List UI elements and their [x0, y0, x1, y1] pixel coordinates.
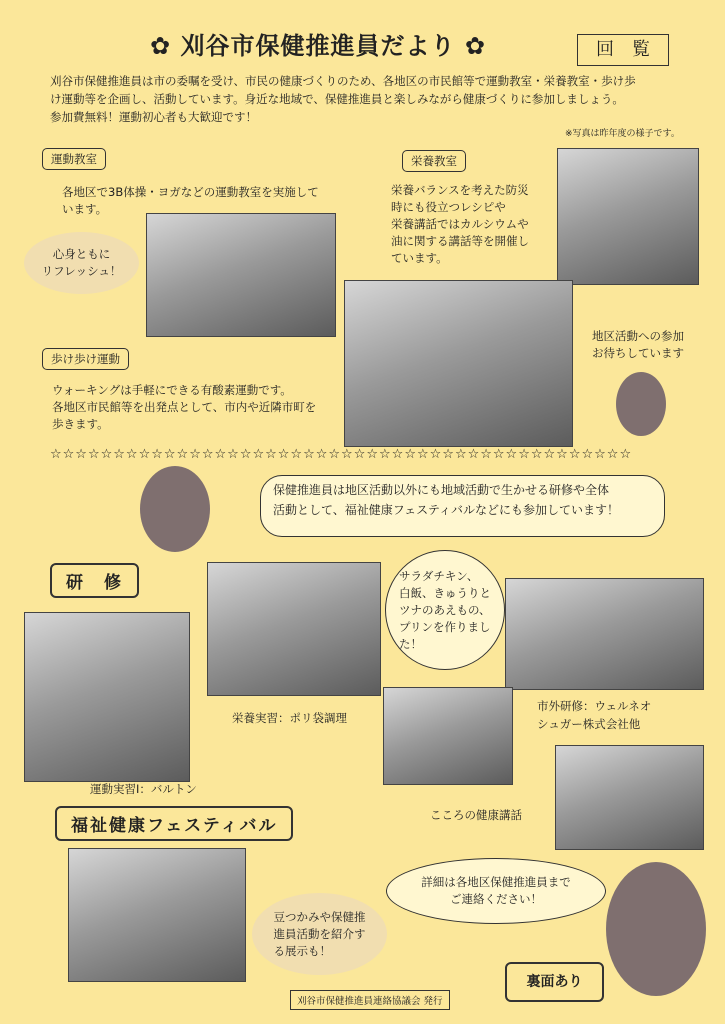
walking-label: 歩け歩け運動 — [42, 348, 129, 370]
mascot-character — [606, 862, 706, 996]
walking-text-line: 各地区市民館等を出発点として、市内や近隣市町を — [52, 400, 317, 414]
message-line: 活動として、福祉健康フェスティバルなどにも参加しています！ — [273, 503, 619, 517]
nutrition-text-line: 油に関する講話等を開催し — [391, 234, 529, 248]
exercise-text-line: 各地区で3B体操・ヨガなどの運動教室を実施して — [62, 185, 319, 199]
walking-text — [52, 382, 342, 433]
caption-exercise: 運動実習Ⅰ：バルトン — [90, 782, 197, 796]
caption-line: シュガー株式会社他 — [537, 717, 641, 731]
nutrition-text — [391, 182, 561, 267]
message-line: 保健推進員は地区活動以外にも地域活動で生かせる研修や全体 — [273, 483, 610, 497]
contact-line: 詳細は各地区保健推進員まで — [421, 875, 571, 889]
caption-mind: こころの健康講話 — [430, 808, 522, 822]
intro-text — [50, 72, 690, 126]
page-title: ✿ 刈谷市保健推進員だより ✿ — [150, 32, 486, 60]
photo-note: ※写真は昨年度の様子です。 — [565, 129, 680, 139]
nutrition-text-line: 時にも役立つレシピや — [391, 200, 506, 214]
back-side-label: 裏面あり — [505, 962, 604, 1002]
cloud-line: リフレッシュ！ — [41, 264, 122, 278]
mascot-character — [616, 372, 666, 436]
cooking-photo — [207, 562, 381, 696]
nutrition-text-line: ています。 — [391, 251, 448, 265]
intro-line: け運動等を企画し、活動しています。身近な地域で、保健推進員と楽しみながら健康づくりに参加しましょう。 — [50, 92, 624, 106]
star-divider: ☆☆☆☆☆☆☆☆☆☆☆☆☆☆☆☆☆☆☆☆☆☆☆☆☆☆☆☆☆☆☆☆☆☆☆☆☆☆☆☆☆☆☆☆☆☆ — [50, 447, 633, 462]
recipe-bubble — [385, 550, 505, 670]
recipe-line: た！ — [399, 636, 422, 651]
intro-line: 参加費無料！運動初心者も大歓迎です！ — [50, 110, 257, 124]
seminar-photo — [505, 578, 704, 690]
cloud-line: 進員活動を紹介す — [273, 926, 366, 941]
cloud-line: 豆つかみや保健推 — [273, 909, 366, 924]
message-bubble — [260, 475, 665, 537]
festival-cloud — [252, 893, 387, 975]
exercise-training-photo — [24, 612, 190, 782]
intro-line: 刈谷市保健推進員は市の委嘱を受け、市民の健康づくりのため、各地区の市民館等で運動教室・栄養教室・歩け歩 — [50, 74, 636, 88]
nutrition-label: 栄養教室 — [402, 150, 466, 172]
walking-text-line: 歩きます。 — [52, 417, 109, 431]
caption-line: 市外研修：ウェルネオ — [537, 699, 652, 713]
walking-text-line: ウォーキングは手軽にできる有酸素運動です。 — [52, 383, 292, 397]
recipe-line: ツナのあえもの、 — [399, 602, 491, 617]
cloud-line: る展示も！ — [273, 943, 331, 958]
mascot-character — [140, 466, 210, 552]
lecture-photo — [555, 745, 704, 850]
circulation-label: 回 覧 — [577, 34, 669, 66]
recipe-line: サラダチキン、 — [399, 568, 479, 583]
exercise-label: 運動教室 — [42, 148, 106, 170]
festival-photo — [68, 848, 246, 982]
caption-nutrition: 栄養実習：ポリ袋調理 — [232, 711, 347, 725]
caption-external — [537, 697, 651, 733]
recipe-line: プリンを作りまし — [399, 619, 491, 634]
recipe-line: 白飯、きゅうりと — [399, 585, 491, 600]
cloud-line: 心身ともに — [52, 247, 111, 261]
nutrition-text-line: 栄養バランスを考えた防災 — [391, 183, 529, 197]
festival-heading: 福祉健康フェスティバル — [55, 806, 293, 841]
invite-line: お待ちしています — [592, 346, 684, 360]
training-heading: 研 修 — [50, 563, 139, 598]
walking-photo — [344, 280, 573, 447]
nutrition-text-line: 栄養講話ではカルシウムや — [391, 217, 529, 231]
refresh-cloud — [24, 232, 139, 294]
publisher: 刈谷市保健推進員連絡協議会 発行 — [290, 990, 450, 1010]
invite-text — [592, 328, 684, 362]
meal-photo — [383, 687, 513, 785]
exercise-text-line: います。 — [62, 202, 108, 216]
nutrition-photo — [557, 148, 699, 285]
contact-line: ご連絡ください！ — [450, 892, 542, 906]
contact-bubble — [386, 858, 606, 924]
invite-line: 地区活動への参加 — [592, 329, 684, 343]
exercise-photo — [146, 213, 336, 337]
